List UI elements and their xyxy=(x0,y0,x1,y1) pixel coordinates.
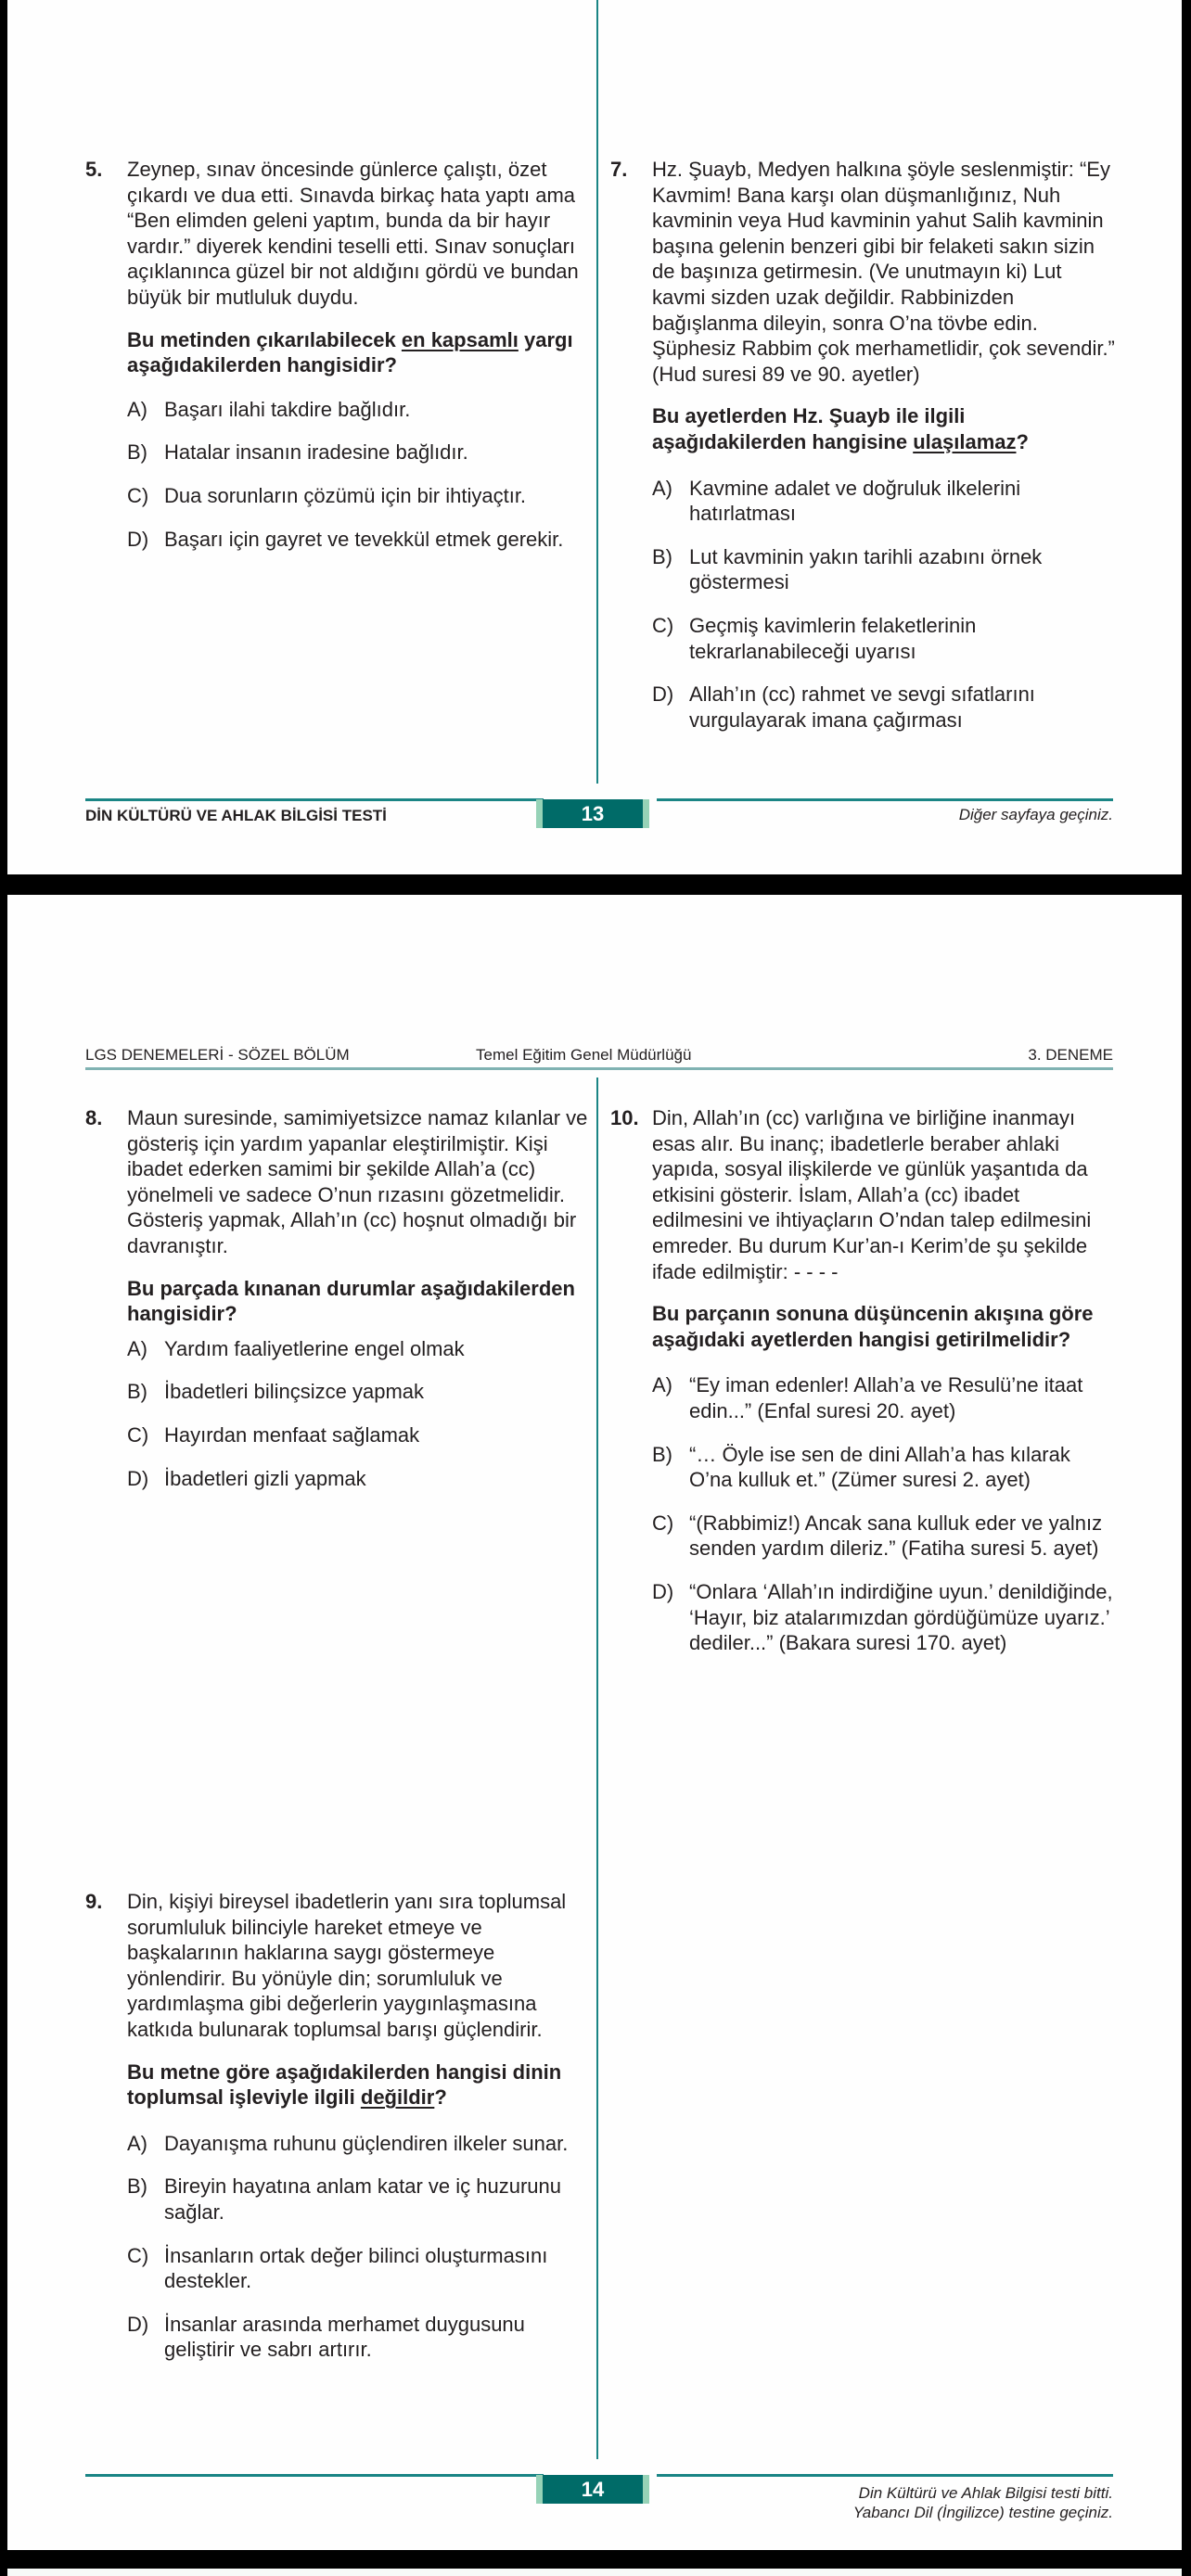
emphasis-underline: ulaşılamaz xyxy=(913,429,1017,453)
exam-page-15-edge xyxy=(7,2569,1182,2576)
exam-page-14 xyxy=(7,895,1182,2550)
emphasis-underline: değildir xyxy=(360,2085,435,2110)
option-b[interactable]: B) Lut kavminin yakın tarihli azabını örnek göstermesi xyxy=(652,544,1043,594)
column-divider xyxy=(596,1078,598,2459)
question-5 xyxy=(85,157,591,569)
question-stem: Bu metne göre aşağıdakilerden hangisi dinin toplumsal işleviyle ilgili değildir? xyxy=(127,2060,562,2110)
answer-options xyxy=(127,1336,591,1491)
column-divider xyxy=(596,0,598,784)
question-number: 5. xyxy=(85,158,103,181)
question-passage: Hz. Şuayb, Medyen halkına şöyle seslenmiştir: “Ey Kavmim! Bana karşı olan düşmanlığınız, Nuh kavminin veya Hud kavminin yahut Salih kavminin başına gelenin benzeri gibi bir felaketi sakın sizin de başınıza getirmesin. (Ve unutmayın ki) Lut kavmi sizden uzak değildir. Rabbinizden bağışlanma dileyin, sonra O’na tövbe edin. Şüphesiz Rabbim çok merhametlidir, çok sevendir.” (Hud suresi 89 ve 90. ayetler) xyxy=(652,158,1115,386)
option-c[interactable]: C) Hayırdan menfaat sağlamak xyxy=(127,1422,420,1447)
question-stem: Bu parçada kınanan durumlar aşağıdakilerden hangisidir? xyxy=(127,1276,575,1326)
option-b[interactable]: B) İbadetleri bilinçsizce yapmak xyxy=(127,1380,425,1404)
header-exam-number: 3. DENEME xyxy=(1028,1046,1113,1064)
test-title: DİN KÜLTÜRÜ VE AHLAK BİLGİSİ TESTİ xyxy=(85,807,387,824)
emphasis-underline: en kapsamlı xyxy=(401,327,519,351)
question-passage: Din, Allah’ın (cc) varlığına ve birliğine inanmayı esas alır. Bu inanç; ibadetlerle beraber ahlaki yapıda, sosyal ilişkilerde ve günlük yaşantıda da etkisini gösterir. İslam, Allah’a (cc) ibadet edilmesini ve ihtiyaçların O’ndan talep edilmesini emreder. Bu durum Kur’an-ı Kerim’de şu şekilde ifade edilmiştir: - - - - xyxy=(652,1106,1092,1283)
question-9 xyxy=(85,1889,591,2380)
page-number-badge: 13 xyxy=(536,799,649,828)
header-section-title: LGS DENEMELERİ - SÖZEL BÖLÜM xyxy=(85,1046,350,1064)
header-institution: Temel Eğitim Genel Müdürlüğü xyxy=(476,1046,692,1064)
question-10 xyxy=(610,1105,1116,1674)
question-passage: Din, kişiyi bireysel ibadetlerin yanı sıra toplumsal sorumluluk bilinciyle hareket etmeye ve başkalarının haklarına saygı göstermeye yönlendirir. Bu yönüyle din; sorumluluk ve yardımlaşma gibi değerlerin yaygınlaşmasına katkıda bulunarak toplumsal barışı güçlendirir. xyxy=(127,1890,567,2041)
option-d[interactable]: D) Başarı için gayret ve tevekkül etmek gerekir. xyxy=(127,527,564,551)
exam-page-13 xyxy=(7,0,1182,874)
footer-rule-right xyxy=(657,798,1113,801)
option-a[interactable]: A) Dayanışma ruhunu güçlendiren ilkeler sunar. xyxy=(127,2131,569,2155)
option-d[interactable]: D) “Onlara ‘Allah’ın indirdiğine uyun.’ denildiğinde, ‘Hayır, biz atalarımızdan gördüğümüze uyarız.’ dediler...” (Bakara suresi 170. ayet) xyxy=(652,1579,1113,1655)
question-number: 8. xyxy=(85,1106,103,1129)
option-a[interactable]: A) Başarı ilahi takdire bağlıdır. xyxy=(127,397,411,421)
option-b[interactable]: B) “… Öyle ise sen de dini Allah’a has kılarak O’na kulluk et.” (Zümer suresi 2. ayet) xyxy=(652,1442,1070,1492)
question-stem: Bu ayetlerden Hz. Şuayb ile ilgili aşağıdakilerden hangisine ulaşılamaz? xyxy=(652,404,1029,453)
next-page-note: Diğer sayfaya geçiniz. xyxy=(958,806,1113,823)
question-number: 10. xyxy=(610,1106,639,1129)
page-number-badge: 14 xyxy=(536,2475,649,2504)
option-d[interactable]: D) Allah’ın (cc) rahmet ve sevgi sıfatlarını vurgulayarak imana çağırması xyxy=(652,682,1035,732)
footer-rule-left xyxy=(85,2474,544,2477)
answer-options xyxy=(652,476,1116,733)
option-a[interactable]: A) Kavmine adalet ve doğruluk ilkelerini hatırlatması xyxy=(652,476,1021,526)
question-number: 9. xyxy=(85,1890,103,1913)
end-of-test-note: Din Kültürü ve Ahlak Bilgisi testi bitti. Yabancı Dil (İngilizce) testine geçiniz. xyxy=(852,2484,1113,2521)
answer-options xyxy=(652,1372,1116,1655)
option-a[interactable]: A) “Ey iman edenler! Allah’a ve Resulü’ne itaat edin...” (Enfal suresi 20. ayet) xyxy=(652,1373,1083,1422)
option-a[interactable]: A) Yardım faaliyetlerine engel olmak xyxy=(127,1336,465,1360)
footer-rule-left xyxy=(85,798,544,801)
option-d[interactable]: D) İbadetleri gizli yapmak xyxy=(127,1466,366,1490)
option-b[interactable]: B) Hatalar insanın iradesine bağlıdır. xyxy=(127,440,468,465)
question-stem: Bu parçanın sonuna düşüncenin akışına göre aşağıdaki ayetlerden hangisi getirilmelidir? xyxy=(652,1302,1094,1351)
option-c[interactable]: C) “(Rabbimiz!) Ancak sana kulluk eder ve yalnız senden yardım dileriz.” (Fatiha suresi 5. ayet) xyxy=(652,1511,1103,1561)
question-stem: Bu metinden çıkarılabilecek en kapsamlı yargı aşağıdakilerden hangisidir? xyxy=(127,327,573,377)
option-c[interactable]: C) İnsanların ortak değer bilinci oluşturmasını destekler. xyxy=(127,2243,548,2293)
header-rule xyxy=(85,1067,1113,1070)
option-d[interactable]: D) İnsanlar arasında merhamet duygusunu geliştirir ve sabrı artırır. xyxy=(127,2312,525,2362)
option-b[interactable]: B) Bireyin hayatına anlam katar ve iç huzurunu sağlar. xyxy=(127,2174,562,2224)
footer-rule-right xyxy=(657,2474,1113,2477)
option-c[interactable]: C) Geçmiş kavimlerin felaketlerinin tekrarlanabileceği uyarısı xyxy=(652,613,977,663)
question-7 xyxy=(610,157,1116,750)
option-c[interactable]: C) Dua sorunların çözümü için bir ihtiyaçtır. xyxy=(127,483,527,507)
question-passage: Zeynep, sınav öncesinde günlerce çalıştı, özet çıkardı ve dua etti. Sınavda birkaç hata yaptı ama “Ben elimden geleni yaptım, bunda da bir hayır vardır.” diyerek kendini teselli etti. Sınav sonuçları açıklanınca güzel bir not aldığını gördü ve bundan büyük bir mutluluk duydu. xyxy=(127,158,579,309)
answer-options xyxy=(127,397,591,552)
answer-options xyxy=(127,2131,591,2363)
question-8 xyxy=(85,1105,591,1509)
question-passage: Maun suresinde, samimiyetsizce namaz kılanlar ve gösteriş için yardım yapanlar eleştirilmiştir. Kişi ibadet ederken samimi bir şekilde Allah’a (cc) yönelmeli ve sadece O’nun rızasını gözetmelidir. Gösteriş yapmak, Allah’ın (cc) hoşnut olmadığı bir davranıştır. xyxy=(127,1106,588,1257)
question-number: 7. xyxy=(610,158,628,181)
